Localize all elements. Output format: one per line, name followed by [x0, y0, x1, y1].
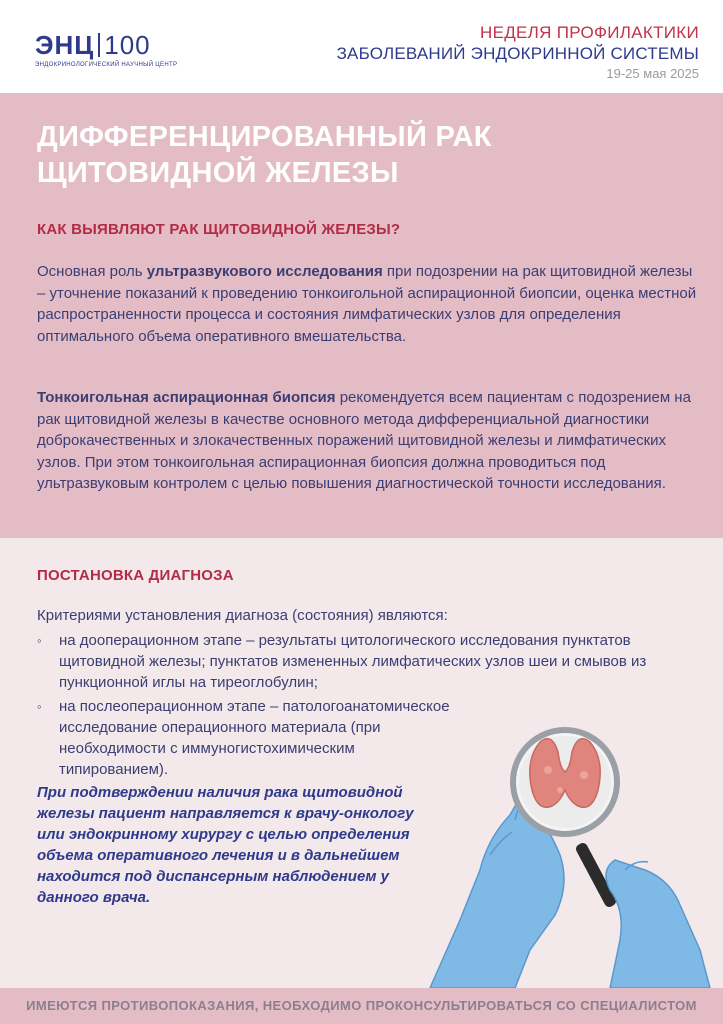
enc-logo	[35, 32, 177, 68]
list-item-text: на дооперационном этапе – результаты цитологического исследования пунктатов щитовидной железы; пунктатов измененных лимфатических узлов шеи и смывов из пункционной иглы на тиреоглобулин;	[59, 632, 647, 691]
criteria-intro: Критериями установления диагноза (состояния) являются:	[37, 607, 448, 624]
diagnosis-heading: ПОСТАНОВКА ДИАГНОЗА	[37, 567, 234, 584]
p1-body: при подозрении на рак щитовидной железы – уточнение показаний к проведению тонкоигольной аспирационной биопсии, оценка местной распространенности процесса и состояния лимфатических узлов для определения оптимального объема оперативного вмешательства.	[37, 263, 697, 345]
biopsy-paragraph	[37, 387, 697, 495]
detection-heading: КАК ВЫЯВЛЯЮТ РАК ЩИТОВИДНОЙ ЖЕЛЕЗЫ?	[37, 221, 401, 238]
list-item	[37, 630, 699, 693]
footer-disclaimer: ИМЕЮТСЯ ПРОТИВОПОКАЗАНИЯ, НЕОБХОДИМО ПРОКОНСУЛЬТИРОВАТЬСЯ СО СПЕЦИАЛИСТОМ	[26, 998, 697, 1013]
logo-number: 100	[104, 30, 151, 60]
bullet-icon: ◦	[37, 633, 42, 648]
campaign-title	[337, 22, 699, 83]
page-title: ДИФФЕРЕНЦИРОВАННЫЙ РАК ЩИТОВИДНОЙ ЖЕЛЕЗЫ	[37, 121, 492, 189]
campaign-title-line2: ЗАБОЛЕВАНИЙ ЭНДОКРИННОЙ СИСТЕМЫ	[336, 44, 699, 63]
referral-note: При подтверждении наличия рака щитовидной железы пациент направляется к врачу-онкологу или эндокринному хирургу с целью определения объема оперативного лечения и в дальнейшем находится под диспансерным наблюдением у данного врача.	[37, 784, 414, 906]
list-item-text: на послеоперационном этапе – патологоанатомическое исследование операционного материала (при необходимости с иммуногистохимическим типированием).	[59, 698, 450, 778]
p1-emphasis: ультразвукового исследования	[146, 263, 383, 280]
p2-emphasis: Тонкоигольная аспирационная биопсия	[37, 389, 336, 406]
p2-body: рекомендуется всем пациентам с подозрением на рак щитовидной железы в качестве основного метода дифференциальной диагностики доброкачественных и злокачественных поражений щитовидной железы и лимфатических узлов. При этом тонкоигольная аспирационная биопсия должна проводиться под ультразвуковым контролем с целью повышения диагностической точности исследования.	[37, 389, 691, 492]
logo-subtitle: ЭНДОКРИНОЛОГИЧЕСКИЙ НАУЧНЫЙ ЦЕНТР	[35, 62, 178, 68]
right-glove-icon	[606, 860, 710, 988]
list-item	[37, 696, 459, 780]
logo-wordmark	[35, 32, 177, 58]
page-header	[0, 0, 723, 93]
ultrasound-paragraph	[37, 261, 697, 347]
campaign-dates: 19-25 мая 2025	[606, 66, 699, 81]
page-footer	[0, 988, 723, 1024]
magnifier-thyroid-illustration	[420, 720, 723, 988]
bullet-icon: ◦	[37, 699, 42, 714]
p1-prefix: Основная роль	[37, 263, 147, 280]
logo-abbreviation: ЭНЦ	[35, 30, 95, 60]
logo-separator	[98, 33, 100, 57]
campaign-title-line1: НЕДЕЛЯ ПРОФИЛАКТИКИ	[480, 23, 699, 42]
